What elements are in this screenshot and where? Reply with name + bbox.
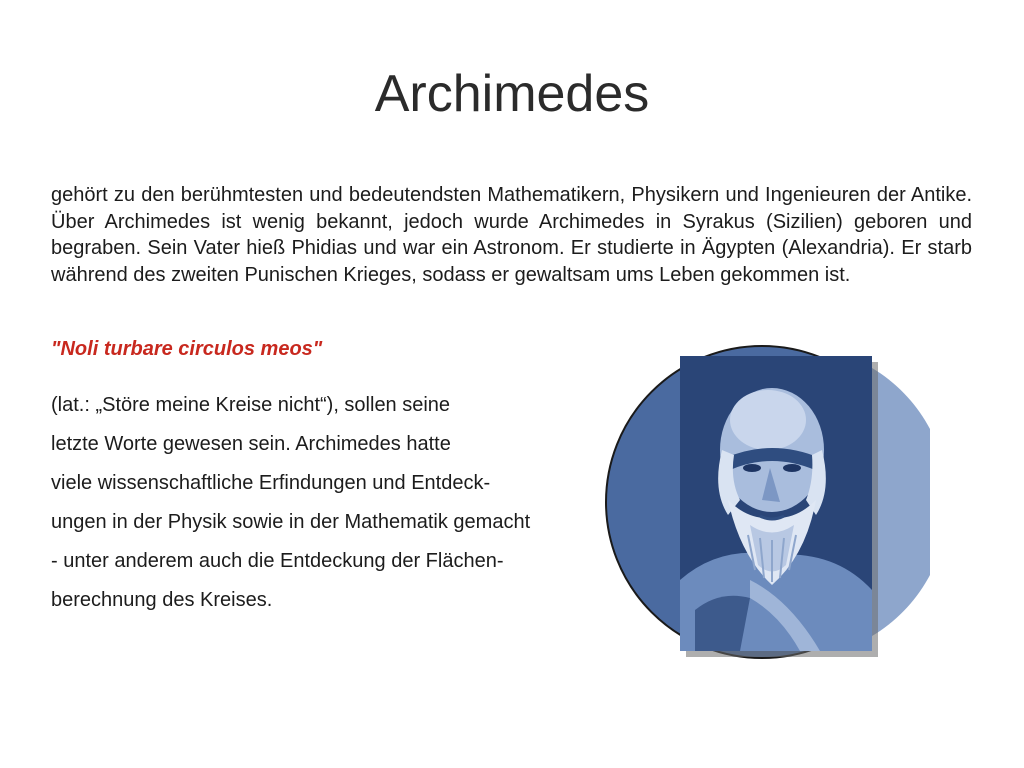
intro-paragraph: gehört zu den berühmtesten und bedeutendsten Mathematikern, Physikern und Ingenieuren der Antike. Über Archimedes ist wenig bekannt, jedoch wurde Archimedes in Syrakus (Sizilien) geboren und begraben. Sein Vater hieß Phidias und war ein Astronom. Er studierte in Ägypten (Alexandria). Er starb während des zweiten Punischen Krieges, sodass er gewaltsam ums Leben gekommen ist. [51,184,972,286]
circle-light-segment [872,368,930,636]
detail-line: ungen in der Physik sowie in der Mathematik gemacht [51,511,531,533]
detail-line: (lat.: „Störe meine Kreise nicht“), sollen seine [51,394,451,416]
archimedes-portrait [600,340,930,665]
detail-line: letzte Worte gewesen sein. Archimedes hatte [51,433,451,455]
latin-quote: "Noli turbare circulos meos" [51,338,323,360]
detail-line: berechnung des Kreises. [51,589,273,611]
detail-line: viele wissenschaftliche Erfindungen und Entdeck- [51,472,491,494]
slide-title: Archimedes [374,65,650,123]
detail-line: - unter anderem auch die Entdeckung der Flächen- [51,550,504,572]
detail-text [51,392,621,626]
